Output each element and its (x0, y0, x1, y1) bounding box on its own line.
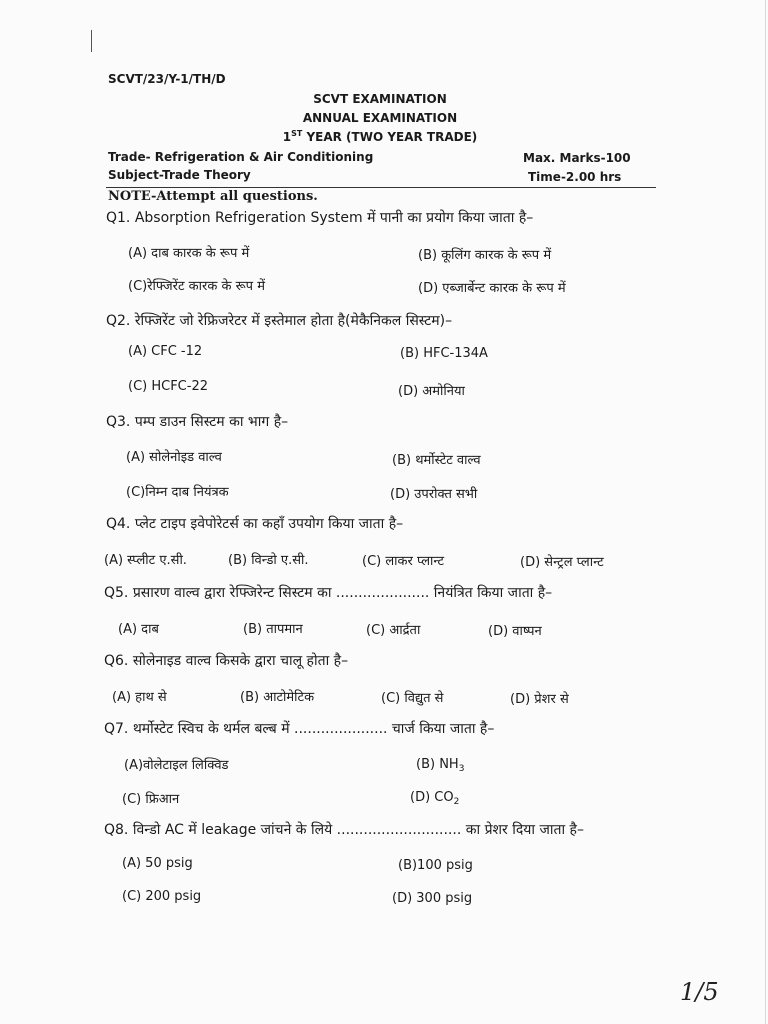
page-number: 1/5 (680, 978, 719, 1006)
q6-option-a: (A) हाथ से (112, 690, 167, 705)
q3-option-a: (A) सोलेनोइड वाल्व (126, 450, 222, 465)
question-3: Q3. पम्प डाउन सिस्टम का भाग है– (106, 414, 289, 430)
q7-option-c: (C) फ्रिआन (122, 792, 180, 807)
q1-option-b: (B) कूलिंग कारक के रूप में (418, 248, 552, 263)
q1-option-a: (A) दाब कारक के रूप में (128, 246, 250, 261)
q5-option-b: (B) तापमान (243, 622, 303, 637)
q8-option-d: (D) 300 psig (392, 891, 473, 906)
q3-option-d: (D) उपरोक्त सभी (390, 487, 478, 502)
paper-code: SCVT/23/Y-1/TH/D (108, 72, 226, 86)
q2-option-c: (C) HCFC-22 (128, 379, 208, 394)
question-5: Q5. प्रसारण वाल्व द्वारा रेफ्जिरेन्ट सिस्टम का ..................... नियंत्रित किया जाता है– (104, 585, 553, 601)
page-edge (765, 0, 766, 1024)
question-6: Q6. सोलेनाइड वाल्व किसके द्वारा चालू होता है– (104, 653, 349, 669)
question-8: Q8. विन्डो AC में leakage जांचने के लिये ............................ का प्रेशर दिया जाता है– (104, 822, 584, 838)
question-7: Q7. थर्मोस्टेट स्विच के थर्मल बल्ब में ..................... चार्ज किया जाता है– (104, 721, 495, 737)
time-label: Time-2.00 hrs (528, 170, 622, 184)
exam-title: SCVT EXAMINATION (313, 92, 447, 106)
q4-option-c: (C) लाकर प्लान्ट (362, 554, 445, 569)
q6-option-b: (B) आटोमेटिक (240, 690, 315, 705)
header-divider (106, 187, 656, 188)
q7-option-d: (D) $CO_2$ (410, 790, 460, 807)
q7-option-b: (B) $NH_3$ (416, 757, 465, 774)
q5-option-c: (C) आर्द्रता (366, 623, 421, 638)
subject-label: Subject-Trade Theory (108, 168, 251, 182)
max-marks: Max. Marks-100 (523, 151, 631, 165)
question-4: Q4. प्लेट टाइप इवेपोरेटर्स का कहॉं उपयोग किया जाता है– (106, 516, 404, 532)
q2-option-a: (A) CFC -12 (128, 344, 203, 359)
q6-option-c: (C) विद्युत से (381, 691, 444, 706)
q8-option-a: (A) 50 psig (122, 856, 193, 871)
q8-option-b: (B)100 psig (398, 858, 473, 873)
exam-year: 1ST YEAR (TWO YEAR TRADE) (282, 129, 478, 144)
q4-option-b: (B) विन्डो ए.सी. (228, 553, 309, 568)
q3-option-c: (C)निम्न दाब नियंत्रक (126, 485, 229, 500)
exam-subtitle: ANNUAL EXAMINATION (302, 111, 458, 125)
q4-option-d: (D) सेन्ट्रल प्लान्ट (520, 555, 604, 570)
q1-option-c: (C)रेफ्जिरेंट कारक के रूप में (128, 279, 265, 294)
trade-label: Trade- Refrigeration & Air Conditioning (108, 150, 374, 164)
q6-option-d: (D) प्रेशर से (510, 692, 569, 707)
q5-option-a: (A) दाब (118, 622, 159, 637)
instruction-note: NOTE-Attempt all questions. (108, 189, 318, 204)
q2-option-d: (D) अमोनिया (398, 384, 465, 399)
q7-option-a: (A)वोलेटाइल लिक्विड (124, 758, 229, 773)
q5-option-d: (D) वाष्पन (488, 624, 542, 639)
question-1: Q1. Absorption Refrigeration System में पानी का प्रयोग किया जाता है– (106, 210, 534, 226)
q4-option-a: (A) स्प्लीट ए.सी. (104, 553, 187, 568)
q8-option-c: (C) 200 psig (122, 889, 202, 904)
pen-mark (91, 30, 92, 52)
q1-option-d: (D) एब्जार्बेन्ट कारक के रूप में (418, 281, 566, 296)
question-2: Q2. रेफ्जिरेंट जो रेफ्रिजरेटर में इस्तेमाल होता है(मेकैनिकल सिस्टम)– (106, 313, 453, 329)
q2-option-b: (B) HFC-134A (400, 346, 488, 361)
q3-option-b: (B) थर्मोस्टेट वाल्व (392, 453, 481, 468)
